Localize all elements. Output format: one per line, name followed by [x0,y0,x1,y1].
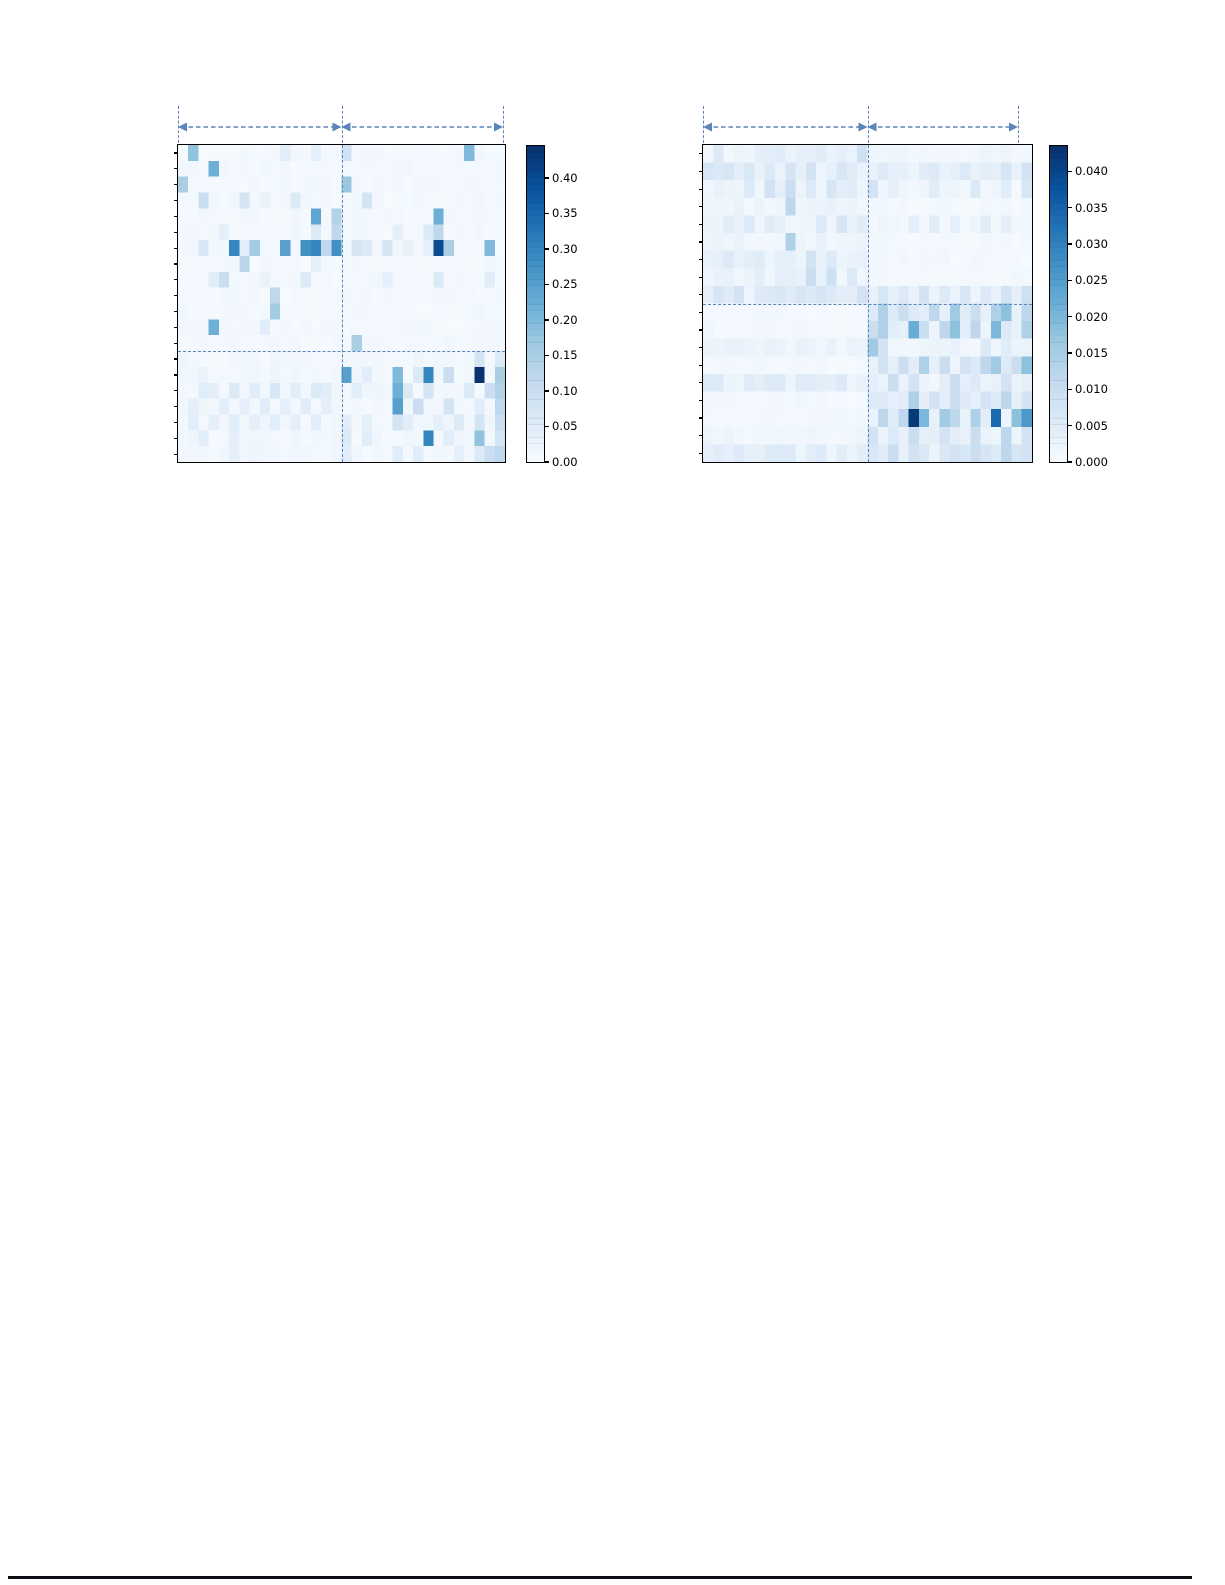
colorbar-segment [1050,291,1067,298]
colorbar-segment [1050,354,1067,361]
column-span-arrows-icon [170,114,511,140]
colorbar-segment [527,152,544,159]
colorbar-segment [1050,443,1067,450]
y-tick-mark [699,382,703,383]
colorbar-segment [1050,279,1067,286]
colorbar-segment [1050,335,1067,342]
colorbar-segment [1050,247,1067,254]
colorbar-segment [1050,411,1067,418]
y-tick-mark [699,206,703,207]
colorbar-segment [1050,177,1067,184]
colorbar-segment [1050,146,1067,153]
y-tick-mark [699,171,703,172]
colorbar-tick-label: 0.25 [552,277,578,292]
colorbar-segment [1050,297,1067,304]
colorbar [526,145,545,463]
y-tick-mark [699,224,703,225]
colorbar-segment [1050,241,1067,248]
colorbar-segment [1050,399,1067,406]
y-tick-mark [174,422,178,423]
y-tick-mark [699,347,703,348]
colorbar-segment [527,449,544,456]
colorbar-tick-mark [545,390,549,391]
colorbar-segment [527,443,544,450]
colorbar-segment [1050,222,1067,229]
y-tick-mark [174,152,178,153]
y-tick-mark [174,168,178,169]
colorbar-segment [527,253,544,260]
colorbar-segment [1050,266,1067,273]
colorbar-segment [527,222,544,229]
colorbar-segment [1050,424,1067,431]
cluster-divider-horizontal [703,304,1032,305]
colorbar-segment [527,310,544,317]
colorbar-segment [1050,373,1067,380]
y-tick-mark [699,400,703,401]
colorbar-segment [1050,367,1067,374]
colorbar-segment [1050,184,1067,191]
cluster-divider-vertical [342,145,343,462]
colorbar-tick-label: 0.005 [1075,418,1108,433]
y-tick-mark [699,189,703,190]
y-tick-mark [174,184,178,185]
colorbar-segment [527,279,544,286]
colorbar-tick-mark [1068,243,1072,244]
colorbar-segment [1050,329,1067,336]
colorbar-segment [527,196,544,203]
colorbar-tick-label: 0.040 [1075,164,1108,179]
colorbar-segment [527,380,544,387]
colorbar-segment [1050,203,1067,210]
colorbar-tick-label: 0.020 [1075,309,1108,324]
colorbar-segment [527,437,544,444]
y-tick-mark [174,200,178,201]
colorbar-tick-label: 0.000 [1075,455,1108,469]
y-tick-mark [699,259,703,260]
colorbar-segment [527,203,544,210]
colorbar-segment [527,297,544,304]
colorbar-tick-label: 0.030 [1075,237,1108,252]
colorbar-tick-mark [1068,461,1072,462]
colorbar-tick-mark [1068,389,1072,390]
colorbar-segment [527,373,544,380]
y-tick-mark [174,248,178,249]
colorbar-segment [527,455,544,462]
colorbar-tick-mark [1068,207,1072,208]
colorbar-segment [1050,361,1067,368]
colorbar-segment [527,272,544,279]
colorbar-segment [527,285,544,292]
colorbar-segment [1050,165,1067,172]
colorbar-segment [527,430,544,437]
colorbar-segment [527,329,544,336]
y-tick-mark [699,417,703,418]
y-tick-mark [174,390,178,391]
colorbar-segment [527,335,544,342]
colorbar-segment [527,241,544,248]
colorbar-segment [527,386,544,393]
colorbar-tick-label: 0.015 [1075,346,1108,361]
colorbar-tick-mark [1068,316,1072,317]
colorbar-tick-label: 0.10 [552,383,578,398]
colorbar-segment [1050,405,1067,412]
colorbar-segment [527,361,544,368]
colorbar-segment [1050,430,1067,437]
colorbar-segment [527,247,544,254]
y-tick-mark [174,406,178,407]
y-tick-mark [699,365,703,366]
colorbar-segment [1050,285,1067,292]
colorbar-segment [527,234,544,241]
y-tick-mark [699,312,703,313]
colorbar-tick-mark [545,426,549,427]
colorbar-segment [527,348,544,355]
y-tick-mark [174,374,178,375]
colorbar-segment [527,171,544,178]
column-span-arrows-icon [695,114,1026,140]
y-tick-mark [699,294,703,295]
colorbar-segment [527,165,544,172]
colorbar-segment [527,177,544,184]
y-tick-mark [699,153,703,154]
y-tick-mark [174,263,178,264]
y-tick-mark [174,232,178,233]
colorbar-tick-mark [1068,280,1072,281]
colorbar-tick-label: 0.05 [552,419,578,434]
colorbar-segment [527,342,544,349]
colorbar-tick-label: 0.010 [1075,382,1108,397]
colorbar-segment [527,323,544,330]
colorbar-segment [1050,158,1067,165]
colorbar-segment [527,215,544,222]
colorbar-segment [527,399,544,406]
colorbar-tick-label: 0.40 [552,170,578,185]
y-tick-mark [174,327,178,328]
colorbar-segment [527,266,544,273]
colorbar-segment [1050,310,1067,317]
colorbar-segment [1050,304,1067,311]
colorbar-segment [1050,342,1067,349]
colorbar-segment [1050,260,1067,267]
colorbar-tick-label: 0.00 [552,455,578,469]
colorbar-segment [1050,152,1067,159]
colorbar-segment [527,316,544,323]
colorbar-segment [1050,348,1067,355]
colorbar-tick-label: 0.035 [1075,200,1108,215]
colorbar-segment [527,392,544,399]
colorbar-segment [1050,418,1067,425]
y-tick-mark [174,358,178,359]
cluster-divider-horizontal [178,351,505,352]
colorbar-tick-mark [1068,425,1072,426]
colorbar-segment [1050,234,1067,241]
colorbar-segment [1050,272,1067,279]
colorbar-segment [1050,253,1067,260]
y-tick-mark [174,216,178,217]
colorbar-tick-mark [545,213,549,214]
colorbar-segment [1050,380,1067,387]
colorbar-segment [527,184,544,191]
colorbar-segment [527,411,544,418]
colorbar-segment [1050,392,1067,399]
y-tick-mark [174,343,178,344]
y-tick-mark [174,311,178,312]
colorbar-segment [527,291,544,298]
colorbar-tick-mark [545,248,549,249]
colorbar-segment [1050,386,1067,393]
colorbar-tick-label: 0.35 [552,206,578,221]
y-tick-mark [699,329,703,330]
y-tick-mark [699,241,703,242]
colorbar-tick-mark [545,355,549,356]
colorbar-segment [1050,455,1067,462]
colorbar-segment [527,354,544,361]
colorbar-tick-label: 0.30 [552,241,578,256]
colorbar-tick-mark [545,177,549,178]
y-tick-mark [174,454,178,455]
colorbar-segment [1050,449,1067,456]
colorbar-segment [527,260,544,267]
colorbar-tick-mark [545,461,549,462]
colorbar-segment [1050,316,1067,323]
y-tick-mark [174,279,178,280]
colorbar-tick-label: 0.025 [1075,273,1108,288]
colorbar-segment [1050,323,1067,330]
colorbar-segment [527,424,544,431]
y-tick-mark [699,453,703,454]
colorbar-segment [1050,209,1067,216]
colorbar-segment [1050,190,1067,197]
colorbar-tick-label: 0.20 [552,312,578,327]
y-tick-mark [699,277,703,278]
colorbar-segment [1050,228,1067,235]
colorbar-segment [1050,437,1067,444]
y-tick-mark [174,295,178,296]
colorbar-segment [527,418,544,425]
colorbar [1049,145,1068,463]
colorbar-segment [527,405,544,412]
colorbar-segment [527,228,544,235]
colorbar-tick-mark [545,319,549,320]
colorbar-segment [527,209,544,216]
page-bottom-rule [8,1576,1192,1579]
y-tick-mark [174,438,178,439]
colorbar-segment [527,304,544,311]
colorbar-segment [1050,171,1067,178]
colorbar-segment [527,367,544,374]
colorbar-segment [527,158,544,165]
colorbar-tick-mark [1068,171,1072,172]
colorbar-segment [1050,215,1067,222]
colorbar-tick-mark [545,284,549,285]
colorbar-tick-label: 0.15 [552,348,578,363]
colorbar-tick-mark [1068,352,1072,353]
colorbar-segment [1050,196,1067,203]
colorbar-segment [527,146,544,153]
colorbar-segment [527,190,544,197]
y-tick-mark [699,435,703,436]
